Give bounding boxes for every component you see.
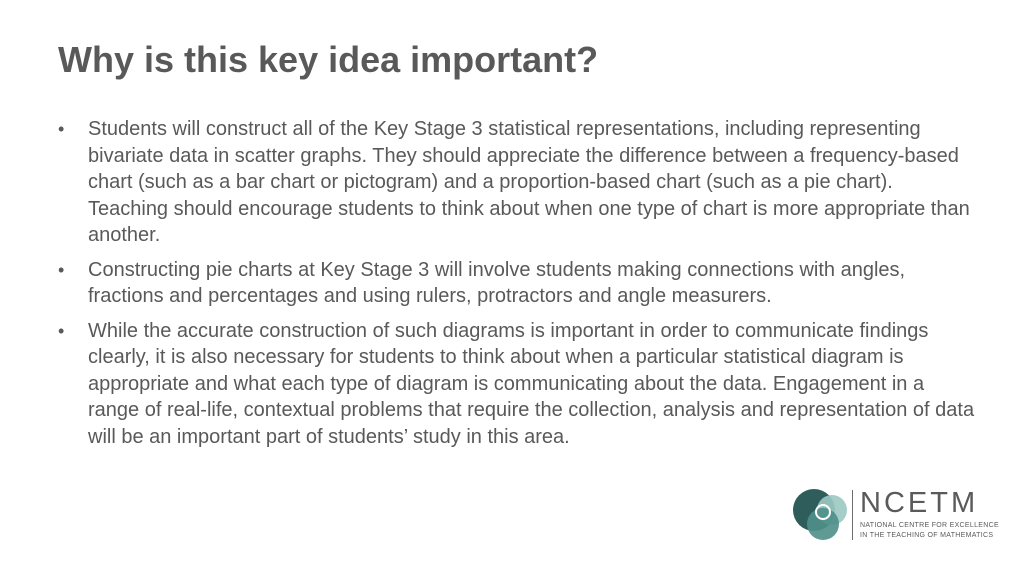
bullet-item <box>58 116 978 249</box>
bullet-text: While the accurate construction of such diagrams is important in order to communicate findings clearly, it is also necessary for students to think about when a particular statistical diagram is appropriate and what each type of diagram is communicating about the data. Engagement in a range of real-life, contextual problems that require the collection, analysis and representation of data will be an important part of students’ study in this area. <box>88 319 975 448</box>
bullet-text: Students will construct all of the Key Stage 3 statistical representations, including representing bivariate data in scatter graphs. They should appreciate the difference between a frequency-based chart (such as a bar chart or pictogram) and a proportion-based chart (such as a pie chart). Teaching should encourage students to think about when one type of chart is more appropriate than another. <box>88 118 970 246</box>
slide-title: Why is this key idea important? <box>58 39 599 80</box>
ncetm-logo <box>790 486 999 546</box>
ncetm-circles-icon <box>790 486 850 546</box>
bullet-list <box>58 116 978 458</box>
logo-wordmark: NCETM <box>860 487 979 519</box>
bullet-item <box>58 318 978 451</box>
bullet-dot-icon: • <box>58 259 65 280</box>
bullet-item <box>58 257 978 310</box>
bullet-dot-icon: • <box>58 320 65 341</box>
logo-divider <box>852 490 853 540</box>
bullet-text: Constructing pie charts at Key Stage 3 will involve students making connections with angles, fractions and percentages and using rulers, protractors and angle measurers. <box>88 258 906 307</box>
bullet-dot-icon: • <box>58 119 65 139</box>
logo-tagline-line1: NATIONAL CENTRE FOR EXCELLENCE <box>860 522 999 529</box>
logo-tagline-line2: IN THE TEACHING OF MATHEMATICS <box>860 532 994 539</box>
